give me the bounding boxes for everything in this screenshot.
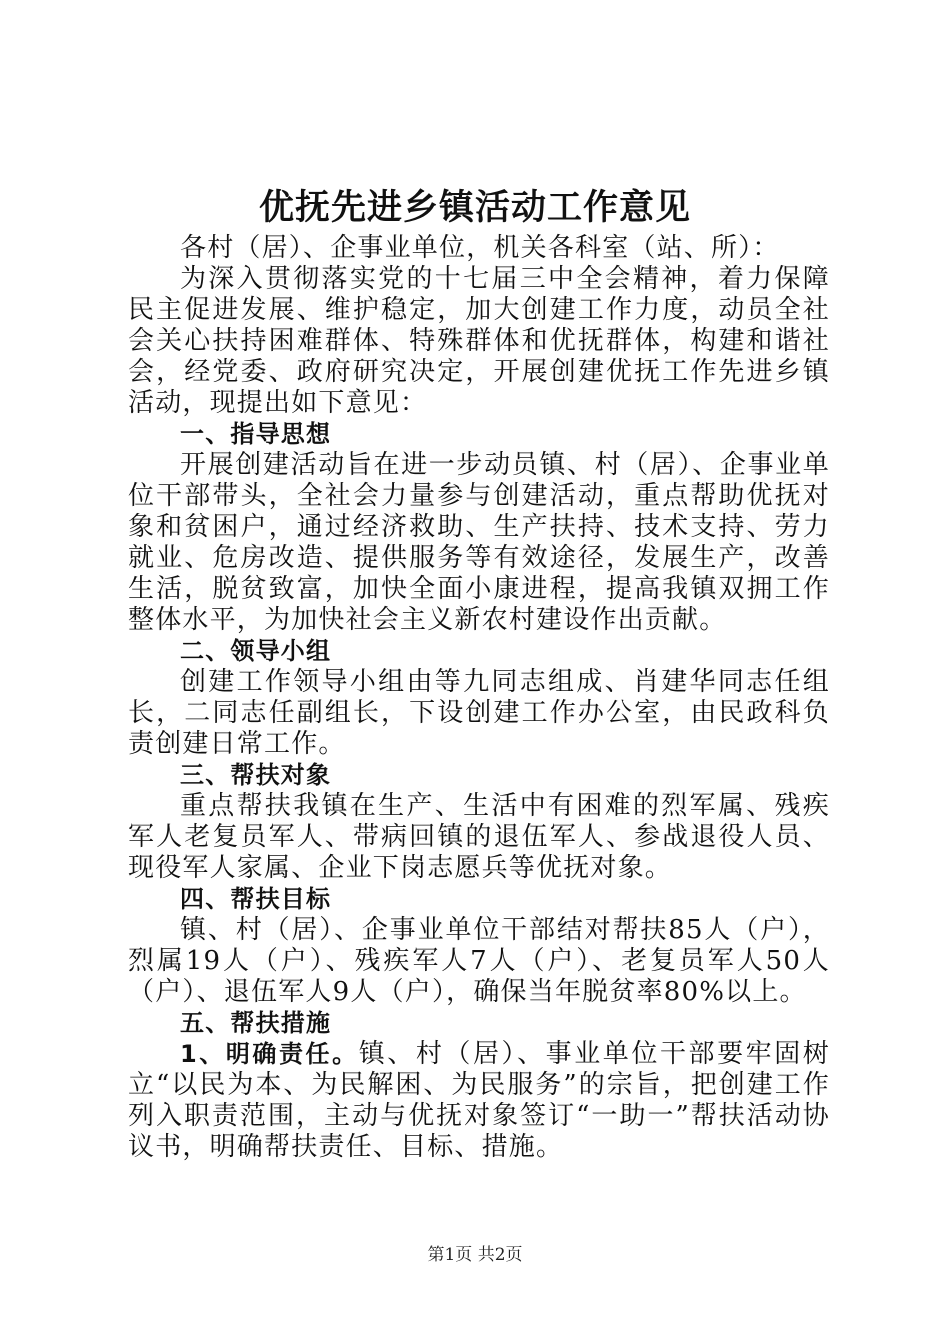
document-body	[128, 233, 830, 1163]
measure-text: 镇、村（居）、事业单位干部要牢固树立“以民为本、为民解困、为民服务”的宗旨，把创建工作列入职责范围，主动与优抚对象签订“一助一”帮扶活动协议书，明确帮扶责任、目标、措施。	[128, 1039, 830, 1162]
intro-paragraph: 为深入贯彻落实党的十七届三中全会精神，着力保障民主促进发展、维护稳定，加大创建工作力度，动员全社会关心扶持困难群体、特殊群体和优抚群体，构建和谐社会，经党委、政府研究决定，开展创建优抚工作先进乡镇活动，现提出如下意见：	[128, 264, 830, 418]
section-text-assistance-measures	[128, 1039, 830, 1163]
section-heading-assistance-goals: 四、帮扶目标	[180, 885, 332, 913]
document-title: 优抚先进乡镇活动工作意见	[258, 188, 691, 228]
section-text-assistance-goals: 镇、村（居）、企事业单位干部结对帮扶85人（户），烈属19人（户）、残疾军人7人（户）、老复员军人50人（户）、退伍军人9人（户），确保当年脱贫率80%以上。	[128, 915, 830, 1007]
section-text-guiding-ideology: 开展创建活动旨在进一步动员镇、村（居）、企事业单位干部带头，全社会力量参与创建活动，重点帮助优抚对象和贫困户，通过经济救助、生产扶持、技术支持、劳力就业、危房改造、提供服务等有效途径，发展生产，改善生活，脱贫致富，加快全面小康进程，提高我镇双拥工作整体水平，为加快社会主义新农村建设作出贡献。	[128, 450, 830, 635]
section-text-assistance-targets: 重点帮扶我镇在生产、生活中有困难的烈军属、残疾军人老复员军人、带病回镇的退伍军人、参战退役人员、现役军人家属、企业下岗志愿兵等优抚对象。	[128, 791, 830, 883]
section-heading-assistance-measures: 五、帮扶措施	[180, 1009, 332, 1037]
section-text-leading-group: 创建工作领导小组由等九同志组成、肖建华同志任组长，二同志任副组长，下设创建工作办公室，由民政科负责创建日常工作。	[128, 667, 830, 759]
section-heading-guiding-ideology: 一、指导思想	[180, 420, 332, 448]
salutation: 各村（居）、企事业单位，机关各科室（站、所）：	[180, 233, 780, 263]
page-footer: 第1页 共2页	[427, 1245, 523, 1265]
measure-lead: 1、明确责任。	[180, 1040, 359, 1068]
section-heading-assistance-targets: 三、帮扶对象	[180, 761, 332, 789]
section-heading-leading-group: 二、领导小组	[180, 637, 332, 665]
